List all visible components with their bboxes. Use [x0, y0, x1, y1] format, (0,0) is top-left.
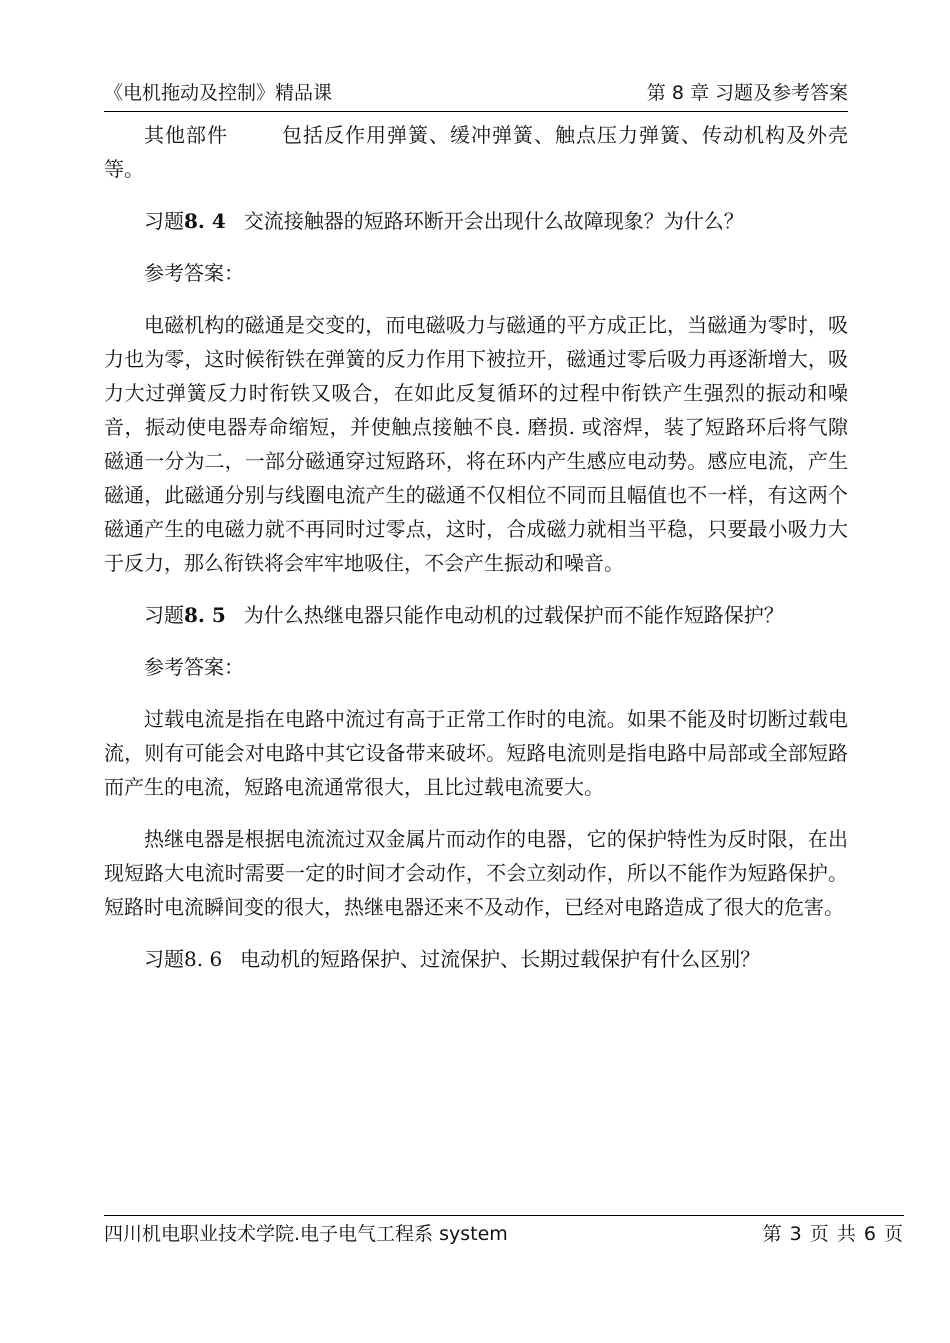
question-8-4 — [104, 204, 848, 238]
header-divider — [104, 111, 848, 112]
question-text: 为什么热继电器只能作电动机的过载保护而不能作短路保护？ — [243, 603, 784, 627]
question-8-6 — [104, 942, 848, 976]
answer-8-4: 电磁机构的磁通是交变的，而电磁吸力与磁通的平方成正比，当磁通为零时，吸力也为零，这时候衔铁在弹簧的反力作用下被拉开，磁通过零后吸力再逐渐增大，吸力大过弹簧反力时衔铁又吸合，在如此反复循环的过程中衔铁产生强烈的振动和噪音，振动使电器寿命缩短，并使触点接触不良. 磨损. 或溶焊，装了短路环后将气隙磁通一分为二，一部分磁通穿过短路环，将在环内产生感应电动势。感应电流，产生磁通，此磁通分别与线圈电流产生的磁通不仅相位不同而且幅值也不一样，有这两个磁通产生的电磁力就不再同时过零点，这时，合成磁力就相当平稳，只要最小吸力大于反力，那么衔铁将会牢牢地吸住，不会产生振动和噪音。 — [104, 313, 848, 575]
paragraph-other-parts — [104, 118, 848, 186]
question-text: 电动机的短路保护、过流保护、长期过载保护有什么区别？ — [240, 947, 761, 971]
footer-page-number: 第 3 页 共 6 页 — [762, 1223, 904, 1245]
other-parts-label: 其他部件 — [144, 123, 228, 147]
answer-label: 参考答案： — [144, 655, 244, 679]
question-number: 8. 6 — [184, 947, 223, 971]
question-number: 8. 4 — [184, 209, 226, 233]
answer-8-5-paragraph-1: 过载电流是指在电路中流过有高于正常工作时的电流。如果不能及时切断过载电流，则有可能会对电路中其它设备带来破坏。短路电流则是指电路中局部或全部短路而产生的电流，短路电流通常很大，且比过载电流要大。 — [104, 707, 848, 799]
question-8-5 — [104, 598, 848, 632]
header-chapter-title: 第 8 章 习题及参考答案 — [646, 82, 848, 104]
footer-divider — [104, 1215, 904, 1216]
question-prefix: 习题 — [144, 947, 184, 971]
question-prefix: 习题 — [144, 603, 184, 627]
answer-8-5-paragraph-2: 热继电器是根据电流流过双金属片而动作的电器，它的保护特性为反时限，在出现短路大电流时需要一定的时间才会动作，不会立刻动作，所以不能作为短路保护。短路时电流瞬间变的很大，热继电器还来不及动作，已经对电路造成了很大的危害。 — [104, 827, 848, 919]
header-course-title: 《电机拖动及控制》精品课 — [104, 82, 333, 104]
page-footer — [104, 1221, 904, 1247]
footer-institution: 四川机电职业技术学院.电子电气工程系 system — [104, 1223, 508, 1245]
question-text: 交流接触器的短路环断开会出现什么故障现象？为什么？ — [243, 209, 744, 233]
question-number: 8. 5 — [184, 603, 226, 627]
answer-label: 参考答案： — [144, 261, 244, 285]
other-parts-text: 包括反作用弹簧、缓冲弹簧、触点压力弹簧、传动机构及外壳等。 — [104, 123, 848, 181]
page-body — [104, 118, 848, 976]
question-prefix: 习题 — [144, 209, 184, 233]
page-header — [104, 80, 848, 106]
